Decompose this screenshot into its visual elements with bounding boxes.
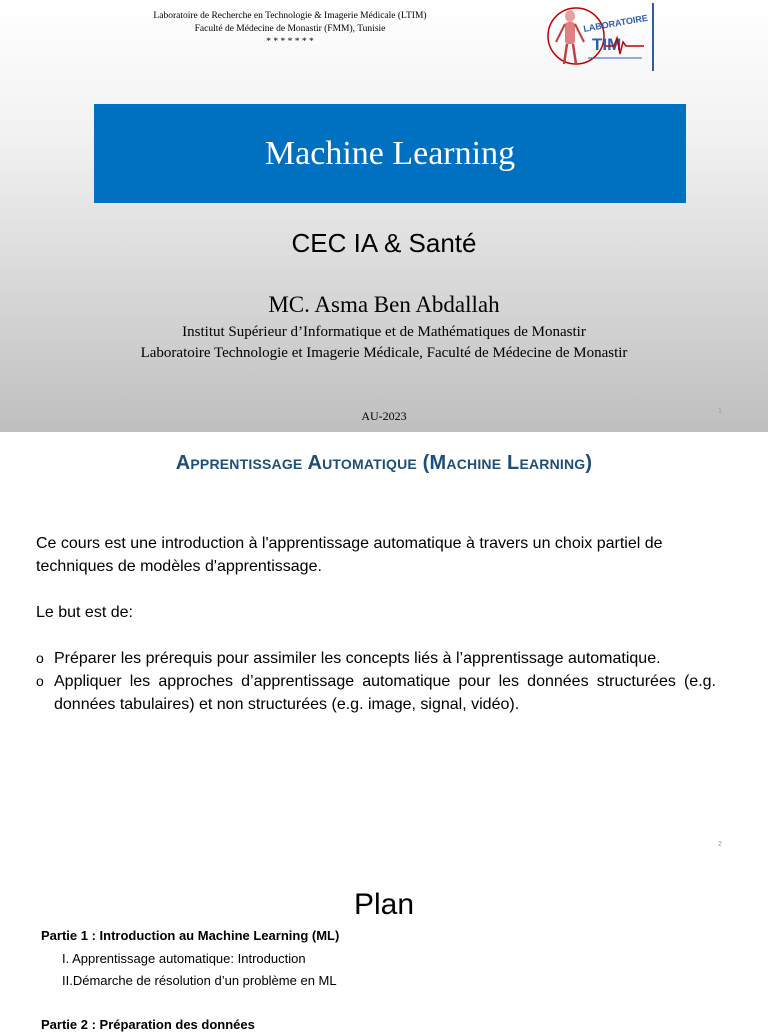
intro-paragraph: Ce cours est une introduction à l'apprentissage automatique à travers un choix partiel de techniques de modèles d'apprentissage.	[36, 535, 663, 575]
affiliation-1: Institut Supérieur d’Informatique et de Mathématiques de Monastir	[182, 324, 586, 340]
title-banner	[94, 104, 686, 203]
title-slide	[0, 0, 768, 432]
plan-item: I. Apprentissage automatique: Introduction	[62, 951, 306, 966]
slide-title: Machine Learning	[264, 134, 516, 172]
page-number: 1	[718, 408, 722, 415]
lab-header-line-1: Laboratoire de Recherche en Technologie & Imagerie Médicale (LTIM)	[153, 11, 427, 21]
part-2-heading: Partie 2 : Préparation des données	[41, 1017, 255, 1032]
course-subtitle: CEC IA & Santé	[291, 228, 477, 258]
goal-label: Le but est de:	[36, 604, 133, 621]
logo-letters: TIM	[592, 35, 622, 54]
lab-header-line-3: * * * * * * *	[266, 37, 314, 47]
logo-anatomy-icon	[556, 10, 584, 64]
affiliation-2: Laboratoire Technologie et Imagerie Médicale, Faculté de Médecine de Monastir	[140, 345, 628, 361]
author-name: MC. Asma Ben Abdallah	[268, 292, 500, 317]
bullet-circle-icon: o	[36, 673, 44, 689]
logo-divider	[652, 3, 654, 71]
slide-heading: Apprentissage Automatique (Machine Learning)	[175, 452, 593, 474]
plan-item: II.Démarche de résolution d’un problème en ML	[62, 973, 337, 988]
plan-slide	[0, 864, 768, 1032]
lab-logo	[546, 2, 649, 70]
plan-title: Plan	[353, 888, 415, 921]
list-item	[36, 647, 716, 670]
bullet-circle-icon: o	[36, 650, 44, 666]
academic-year: AU-2023	[361, 409, 407, 423]
lab-header-line-2: Faculté de Médecine de Monastir (FMM), Tunisie	[194, 24, 386, 34]
slide-body	[36, 532, 716, 716]
intro-slide	[0, 432, 768, 864]
bullet-text: Préparer les prérequis pour assimiler les concepts liés à l’apprentissage automatique.	[54, 650, 661, 667]
page-number: 2	[718, 841, 722, 848]
lab-header	[95, 10, 485, 49]
list-item	[36, 670, 716, 716]
part-1-heading: Partie 1 : Introduction au Machine Learning (ML)	[41, 928, 340, 943]
bullet-text: Appliquer les approches d’apprentissage automatique pour les données structurées (e.g. données tabulaires) et non structurées (e.g. image, signal, vidéo).	[54, 673, 716, 713]
logo-text: LABORATOIRE	[582, 12, 649, 34]
